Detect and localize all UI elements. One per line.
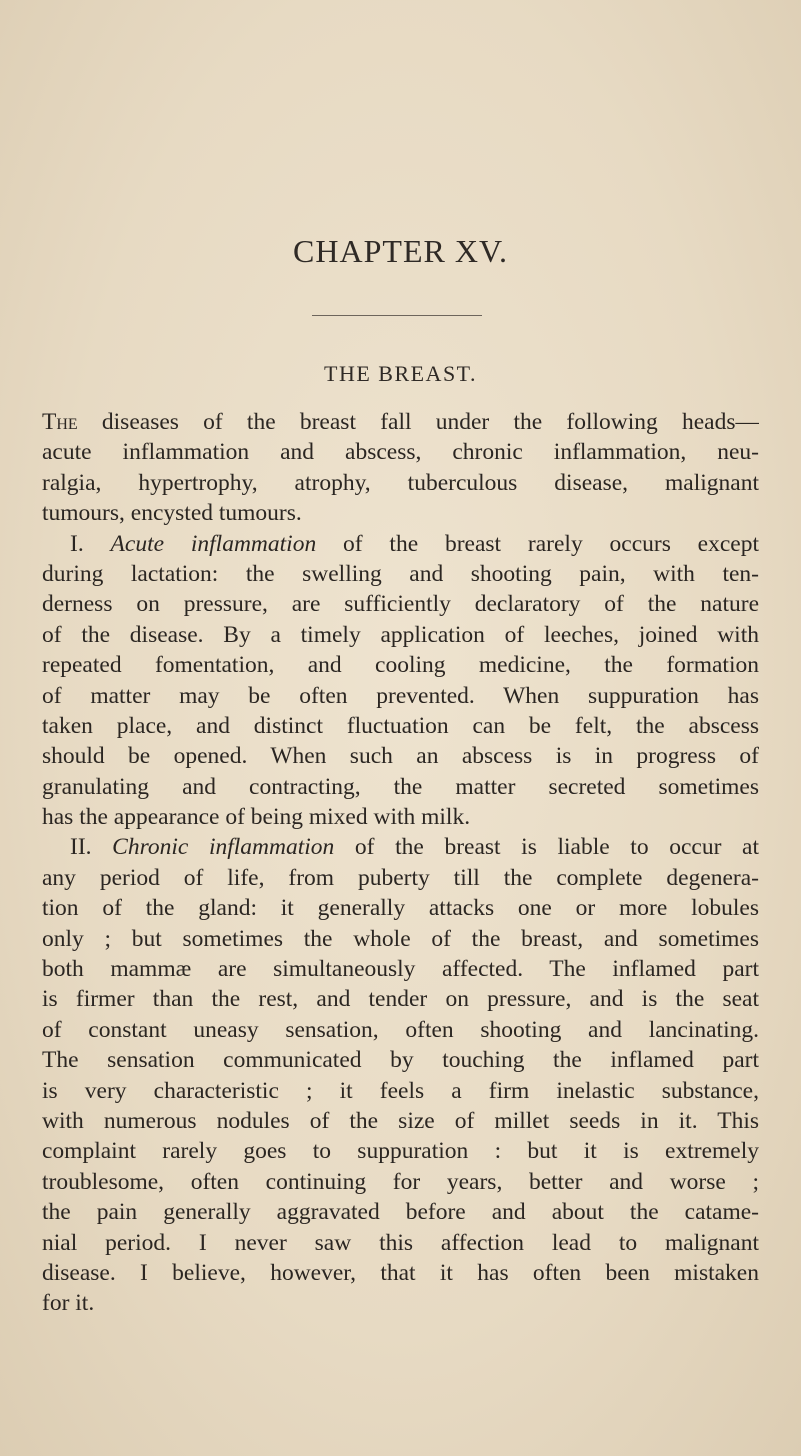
text-line: during lactation: the swelling and shooting pain, with ten- [42, 560, 759, 587]
text-line: should be opened. When such an abscess is in progress of [42, 743, 759, 770]
text-line: is very characteristic ; it feels a firm inelastic substance, [42, 1077, 759, 1104]
heading-rule [312, 315, 482, 316]
text-line: tumours, encysted tumours. [42, 500, 302, 527]
section-title: THE BREAST. [324, 361, 477, 386]
text-line: taken place, and distinct fluctuation can be felt, the abscess [42, 712, 759, 739]
text-line: tion of the gland: it generally attacks one or more lobules [42, 895, 759, 922]
text-line: troublesome, often continuing for years, better and worse ; [42, 1168, 759, 1195]
text-line: any period of life, from puberty till the complete degenera- [42, 864, 759, 891]
text-line: of constant uneasy sensation, often shooting and lancinating. [42, 1016, 759, 1043]
text-line: nial period. I never saw this affection lead to malignant [42, 1229, 759, 1256]
text-line: disease. I believe, however, that it has often been mistaken [42, 1259, 759, 1286]
text-line: for it. [42, 1290, 95, 1317]
subject-term: Chronic inflammation [112, 834, 335, 861]
text-line: complaint rarely goes to suppuration : but it is extremely [42, 1138, 759, 1165]
text-line: repeated fomentation, and cooling medicine, the formation [42, 652, 759, 679]
text-line: only ; but sometimes the whole of the breast, and sometimes [42, 925, 759, 952]
text-line: The diseases of the breast fall under the following heads— [42, 409, 759, 435]
section-numeral: I. [70, 530, 111, 557]
text-line: the pain generally aggravated before and about the catame- [42, 1199, 759, 1226]
text-line: both mammæ are simultaneously affected. The inflamed part [42, 956, 759, 983]
text-line: ralgia, hypertrophy, atrophy, tuberculous disease, malignant [42, 469, 759, 496]
text-line: is firmer than the rest, and tender on pressure, and is the seat [42, 986, 759, 1013]
subject-term: Acute inflammation [110, 530, 317, 557]
text-line: derness on pressure, are sufficiently declaratory of the nature [42, 591, 759, 618]
body-text [42, 407, 759, 1319]
text-line: has the appearance of being mixed with milk. [42, 804, 471, 831]
text-line: of the disease. By a timely application of leeches, joined with [42, 621, 759, 648]
chapter-heading: CHAPTER XV. [293, 233, 508, 269]
text-line: acute inflammation and abscess, chronic inflammation, neu- [42, 439, 759, 466]
text-line: I. Acute inflammation of the breast rarely occurs except [70, 530, 759, 557]
text-line: II. Chronic inflammation of the breast is liable to occur at [70, 834, 759, 861]
text-line: of matter may be often prevented. When suppuration has [42, 682, 759, 709]
section-numeral: II. [70, 834, 113, 861]
drop-word: The [42, 409, 78, 435]
text-line: The sensation communicated by touching the inflamed part [42, 1047, 759, 1074]
text-line: with numerous nodules of the size of millet seeds in it. This [42, 1107, 759, 1134]
text-line: granulating and contracting, the matter secreted sometimes [42, 773, 759, 800]
